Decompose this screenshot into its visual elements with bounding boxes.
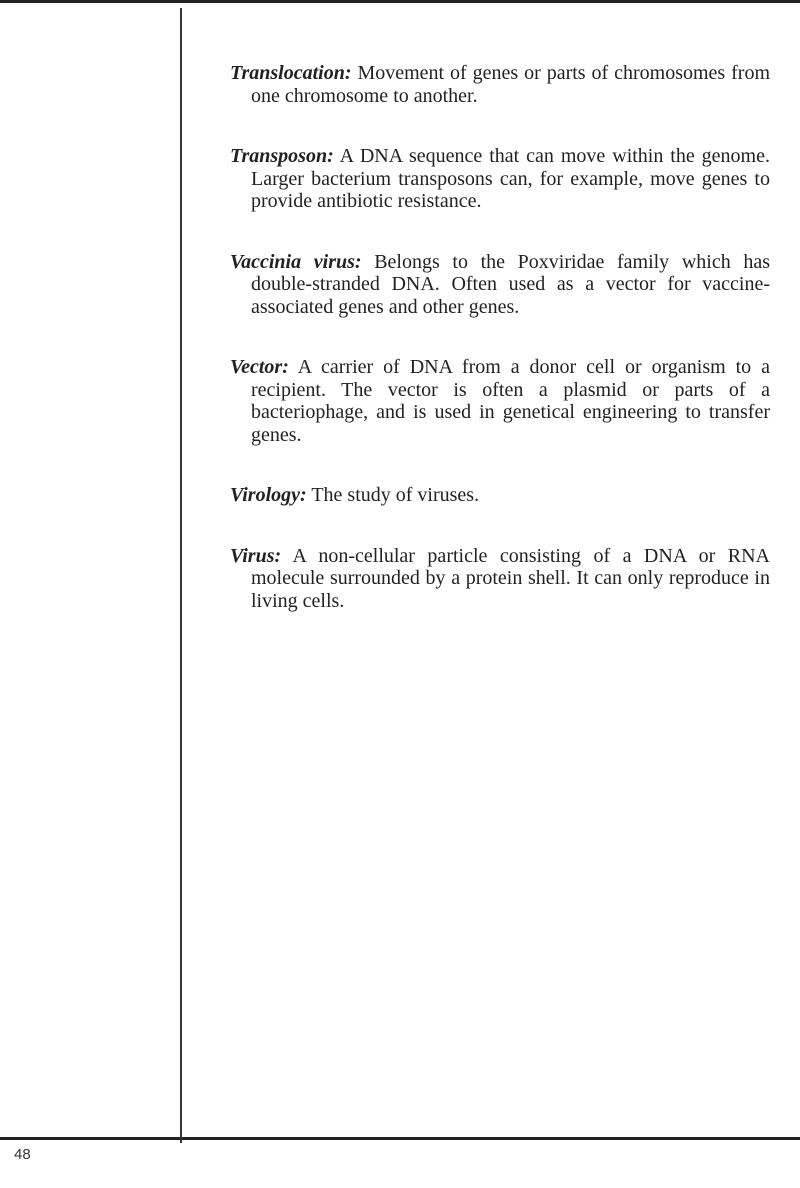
glossary-term: Virology: xyxy=(230,484,307,506)
glossary-entry-transposon xyxy=(230,145,770,213)
glossary-definition: Belongs to the Poxviridae family which has double-stranded DNA. Often used as a vector for vaccine-associated genes and other genes. xyxy=(251,250,770,318)
glossary-definition: A carrier of DNA from a donor cell or organism to a recipient. The vector is often a plasmid or parts of a bacteriophage, and is used in genetical engineering to transfer genes. xyxy=(251,356,770,446)
glossary-term: Vaccinia virus: xyxy=(230,250,362,273)
glossary-entry-translocation xyxy=(230,62,770,107)
glossary-term: Vector: xyxy=(230,356,289,378)
glossary-definition: A non-cellular particle consisting of a DNA or RNA molecule surrounded by a protein shell. It can only reproduce in living cells. xyxy=(251,544,770,612)
glossary-definition: A DNA sequence that can move within the genome. Larger bacterium transposons can, for example, move genes to provide antibiotic resistance. xyxy=(251,145,770,212)
glossary-term: Transposon: xyxy=(230,145,334,167)
glossary-term: Virus: xyxy=(230,544,282,567)
glossary-entry-virus xyxy=(230,545,770,613)
glossary-entry-virology xyxy=(230,484,770,507)
margin-rule xyxy=(180,8,182,1143)
glossary-content xyxy=(230,62,770,650)
glossary-entry-vaccinia-virus xyxy=(230,251,770,319)
glossary-definition: The study of viruses. xyxy=(311,484,480,506)
page-number: 48 xyxy=(14,1146,31,1163)
glossary-entry-vector xyxy=(230,356,770,446)
glossary-term: Translocation: xyxy=(230,62,352,84)
glossary-definition: Movement of genes or parts of chromosomes from one chromosome to another. xyxy=(251,62,771,107)
